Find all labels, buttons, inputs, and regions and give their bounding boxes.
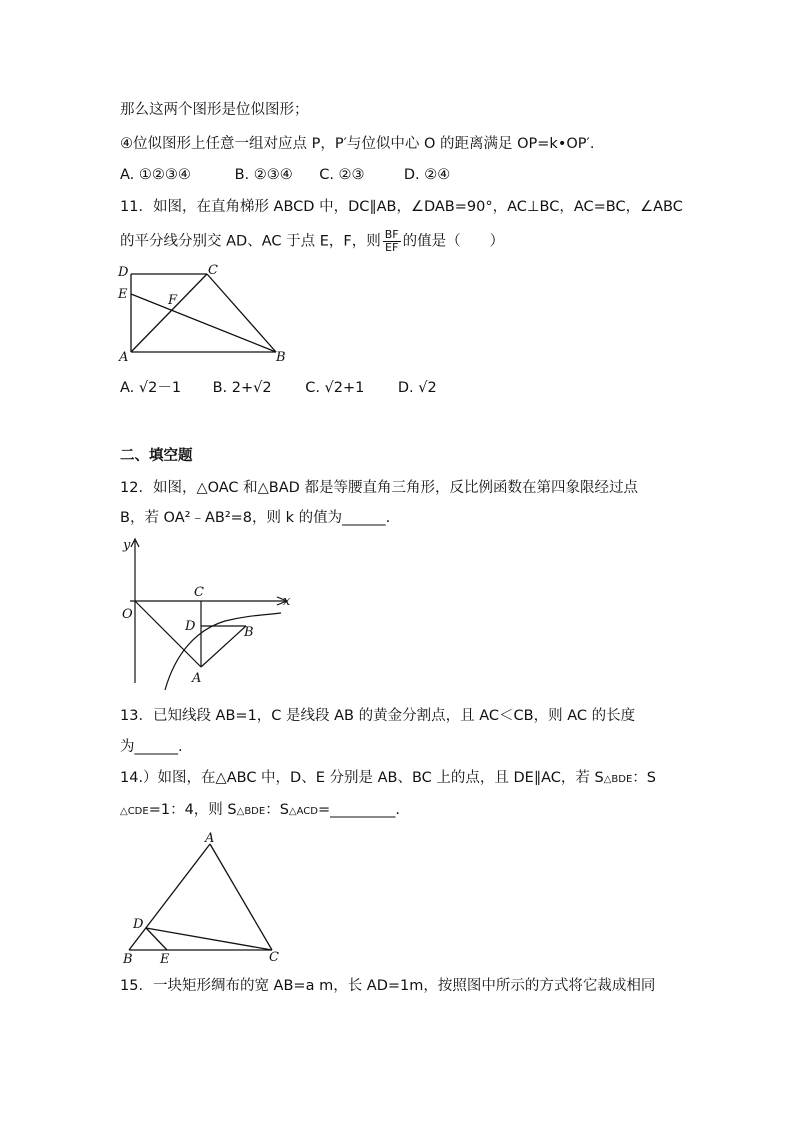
label-c: C: [269, 950, 279, 965]
label-x: x: [283, 594, 291, 609]
label-b: B: [276, 350, 286, 365]
figure-11: [110, 262, 300, 367]
q11-stem: 11．如图，在直角梯形 ABCD 中，DC∥AB，∠DAB=90°，AC⊥BC，AC=BC，∠ABC: [120, 199, 683, 215]
q11-options: [120, 378, 437, 398]
subscript: △BDE: [236, 806, 266, 817]
q14-text: ：S: [632, 770, 656, 786]
q14-text: 14.）如图，在△ABC 中，D、E 分别是 AB、BC 上的点，且 DE∥AC，若 S: [120, 770, 604, 786]
q10-options: [120, 165, 450, 185]
fraction-denominator: EF: [385, 241, 399, 254]
label-o: O: [122, 607, 133, 622]
text-line: 那么这两个图形是位似图形；: [120, 102, 309, 118]
label-b: B: [244, 625, 254, 640]
option-a[interactable]: A. ①②③④: [120, 167, 191, 183]
q11-text: 的平分线分别交 AD、AC 于点 E，F，则: [120, 233, 381, 250]
q14-stem-2: [120, 800, 400, 822]
label-d: D: [133, 917, 144, 932]
option-b[interactable]: B. ②③④: [234, 167, 293, 183]
option-b[interactable]: B. 2+√2: [212, 380, 272, 396]
q12-stem-2: B，若 OA²﹣AB²=8，则 k 的值为______.: [120, 510, 391, 526]
label-c: C: [194, 585, 204, 600]
label-a: A: [119, 350, 129, 365]
option-d[interactable]: D. ②④: [403, 167, 451, 183]
fraction-numerator: BF: [384, 228, 399, 241]
subscript: △ACD: [288, 806, 318, 817]
label-c: C: [208, 263, 218, 278]
figure-14: [115, 830, 295, 965]
q15-stem: 15．一块矩形绸布的宽 AB=a m，长 AD=1m，按照图中所示的方式将它裁成相同: [120, 978, 656, 994]
q11-text: 的值是（ ）: [402, 233, 505, 250]
label-a: A: [205, 831, 215, 846]
fraction: [383, 229, 401, 254]
label-d: D: [118, 265, 129, 280]
label-a: A: [192, 671, 202, 686]
label-y: y: [123, 538, 131, 553]
label-e: E: [118, 287, 128, 302]
q14-stem: [120, 768, 656, 790]
section-heading: 二、填空题: [120, 448, 193, 464]
q14-text: =1：4，则 S: [148, 802, 237, 818]
label-d: D: [185, 619, 196, 634]
q14-text: =_________.: [317, 802, 400, 818]
label-b: B: [123, 952, 133, 965]
q13-stem: 13．已知线段 AB=1，C 是线段 AB 的黄金分割点，且 AC＜CB，则 AC 的长度: [120, 708, 636, 724]
subscript: △CDE: [120, 806, 149, 817]
option-d[interactable]: D. √2: [397, 380, 437, 396]
subscript: △BDE: [603, 774, 633, 785]
q14-text: ：S: [265, 802, 289, 818]
q11-stem-2: [120, 229, 504, 254]
text-line: ④位似图形上任意一组对应点 P，P′与位似中心 O 的距离满足 OP=k•OP′.: [120, 136, 595, 152]
label-e: E: [160, 952, 170, 965]
option-a[interactable]: A. √2－1: [120, 380, 182, 396]
option-c[interactable]: C. √2+1: [305, 380, 365, 396]
q13-stem-2: 为______.: [120, 739, 183, 755]
label-f: F: [168, 293, 178, 308]
option-c[interactable]: C. ②③: [319, 167, 365, 183]
q12-stem: 12．如图，△OAC 和△BAD 都是等腰直角三角形，反比例函数在第四象限经过点: [120, 480, 638, 496]
figure-12: [115, 535, 305, 695]
